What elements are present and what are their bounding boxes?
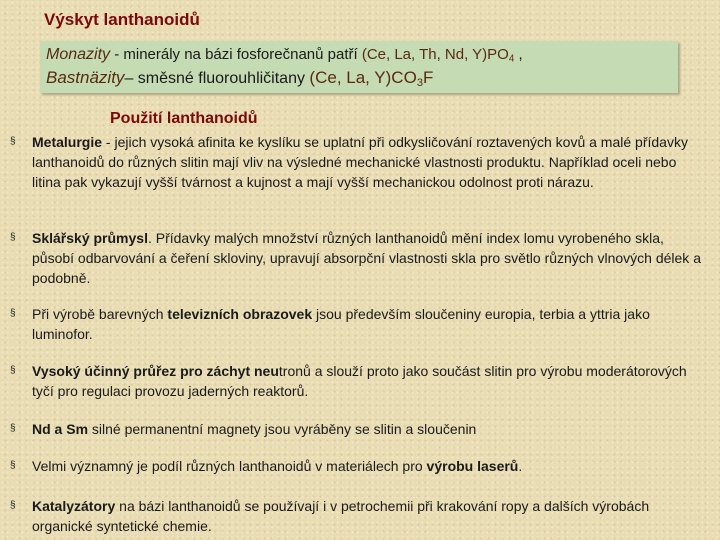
bastnasite-name: Bastnäzity: [46, 68, 125, 87]
bullet-icon: §: [10, 232, 16, 243]
bastnasite-formula-end: F: [422, 68, 434, 87]
item-text: - jejich vysoká afinita ke kyslíku se uplatní při odkysličování roztavených kovů a malé přídavky lanthanoidů do různých slitin mají vliv na výsledné mechanické vlastnosti produktu. Například oceli nebo litina pak vykazují vyšší tvárnost a kujnost a mají vyšší mechanickou odolnost proti nárazu.: [32, 134, 688, 190]
item-text: jsou především sloučeniny europia, terbia a yttria jako luminofor.: [32, 306, 650, 342]
item-pre: Velmi významný je podíl různých lanthanoidů v materiálech pro: [32, 458, 427, 474]
item-bold: Vysoký účinný průřez pro záchyt neu: [32, 363, 279, 379]
item-bold: Sklářský průmysl: [32, 230, 148, 246]
list-item: [10, 496, 708, 536]
bullet-icon: §: [10, 365, 16, 376]
list-item: [10, 304, 708, 344]
list-item: [10, 228, 708, 288]
item-text: na bázi lanthanoidů se používají i v petrochemii při krakování ropy a dalších výrobách organické syntetické chemie.: [32, 498, 650, 534]
bullet-icon: §: [10, 308, 16, 319]
bastnasite-formula-subscript: 3: [416, 76, 423, 89]
list-item: [10, 419, 708, 439]
monazite-description: - minerály na bázi fosforečnanů patří: [110, 46, 362, 63]
monazite-line: [46, 46, 523, 64]
uses-heading: Použití lanthanoidů: [110, 110, 258, 127]
bullet-icon: §: [10, 500, 16, 511]
monazite-formula-subscript: 4: [508, 53, 515, 65]
monazite-formula-main: (Ce, La, Th, Nd, Y)PO: [361, 46, 509, 63]
bullet-icon: §: [10, 460, 16, 471]
list-item: [10, 132, 708, 192]
item-bold: Metalurgie: [32, 134, 103, 150]
list-item: [10, 361, 708, 401]
item-text: .: [518, 458, 523, 474]
item-bold: televizních obrazovek: [167, 306, 313, 322]
bastnasite-description: – směsné fluorouhličitany: [124, 70, 310, 87]
monazite-formula: [362, 46, 514, 63]
monazite-name: Monazity: [46, 46, 111, 63]
bastnasite-line: [46, 68, 433, 89]
monazite-line-end: ,: [514, 46, 523, 63]
bullet-icon: §: [10, 136, 16, 147]
item-bold: výrobu laserů: [426, 458, 519, 474]
minerals-box: [40, 41, 678, 93]
item-text: . Přídavky malých množství různých lanthanoidů mění index lomu vyrobeného skla, působí odbarvování a čeření skloviny, upravují absorpční vlastnosti skla pro světlo různých vlnových délek a podobně.: [32, 230, 701, 286]
list-item: [10, 456, 708, 476]
item-text: tronů a slouží proto jako součást slitin pro výrobu moderátorových tyčí pro regulaci provozu jaderných reaktorů.: [32, 363, 687, 399]
item-pre: Při výrobě barevných: [32, 306, 168, 322]
slide-title: Výskyt lanthanoidů: [44, 10, 200, 29]
item-bold: Katalyzátory: [32, 498, 116, 514]
bastnasite-formula: [309, 68, 433, 87]
bastnasite-formula-main: (Ce, La, Y)CO: [309, 68, 417, 87]
bullet-icon: §: [10, 423, 16, 434]
item-text: silné permanentní magnety jsou vyráběny se slitin a sloučenin: [88, 421, 477, 437]
item-bold: Nd a Sm: [32, 421, 89, 437]
